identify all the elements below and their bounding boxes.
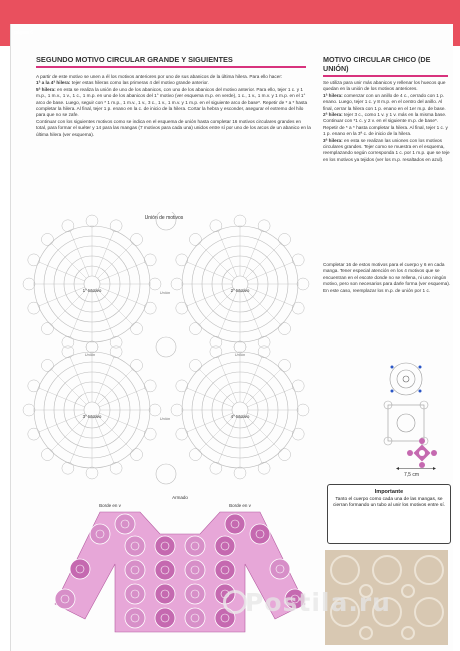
watermark-icon [223, 590, 247, 614]
small-motif-row2 [323, 112, 451, 138]
sweater-motif [270, 559, 290, 579]
motif3-label: 3° Motivo [82, 414, 102, 419]
large-motif-para2: Continuar con los siguientes motivos como se indica en el esquema de unión hasta completar 16 motivos circulares grandes en total, para formar el suéter y 14 para las mangas (7 motivos para cada una) unidos entre sí por uno de los arcos de un abanico en la última hilera (ver esquema). [36, 118, 311, 137]
sweater-motif [125, 536, 145, 556]
page-label: página 6 [14, 30, 34, 36]
join-motif-3 [156, 464, 176, 484]
small-motif-top [390, 363, 422, 395]
sweater-motif [185, 608, 205, 628]
sweater-motif [90, 524, 110, 544]
union-label-top: Unión [159, 290, 171, 295]
section-title-small-motif: MOTIVO CIRCULAR CHICO (DE UNIÓN) [323, 55, 448, 77]
sweater-motif [125, 584, 145, 604]
union-label-bottom: Unión [159, 416, 171, 421]
important-text: Tanto el cuerpo como cada una de las mangas, se cierran formando un tubo al unir los motivos entre sí. [333, 497, 445, 509]
sweater-motif [155, 608, 175, 628]
sweater-motif [250, 524, 270, 544]
sweater-motif [155, 560, 175, 580]
large-motif-intro: A partir de este motivo se unen a él los motivos anteriores por uno de sus abanicos de la última hilera. Para ello hacer: [36, 74, 283, 79]
sweater-motif [70, 559, 90, 579]
sweater-motif [155, 584, 175, 604]
sweater-motif [155, 536, 175, 556]
s-row1-text: comenzar con un anillo de 4 c., cerrado con 1 p. enano. Luego, tejer 1 c. y 8 m.p. en el centro del anillo. Al final, cerrar la hilera con 1 p. enano en el 1er m.p. de base. [323, 92, 446, 111]
large-motif-3 [23, 341, 161, 479]
size-label: 7,5 cm [404, 472, 420, 478]
small-motif-intro: Se utiliza para unir más abanicos y rellenar los huecos que quedan en la unión de los motivos anteriores. [323, 80, 446, 92]
borde-left-label: Borde en v [99, 503, 121, 508]
row1-label: 1ª a la 4ª hilera: [36, 80, 71, 86]
s-row1-label: 1ª hilera: [323, 92, 343, 98]
sweater-motif [115, 514, 135, 534]
armado-label: Armado [172, 495, 188, 500]
sweater-motif [215, 560, 235, 580]
motif4-label: 4° Motivo [230, 414, 250, 419]
s-row2-label: 2ª hilera: [323, 112, 343, 118]
large-motif-1 [23, 215, 161, 353]
sweater-motif [55, 589, 75, 609]
s-row3-text: en esta se realizan las uniones con los motivos circulares grandes. Tejer como se muestra en el esquema, reemplazando según corresponda 1 c. por 1 m.p. que se teje en los motivos ya tejidos (ver los m.p. resaltados en azul). [323, 137, 450, 162]
sweater-motif [185, 536, 205, 556]
row5-text: en esta se realiza la unión de uno de los abanicos, con uno de los abanicos del motivo anterior. Para ello, tejer 1 c. y 1 m.p., 1 m.v., 1 v., 1 c., 1 m.p. en uno de los abanicos del 1° motivo (ver esquema m.p. en verde), 1 c., 1 v., 1 m.v. y 1 m.p. en el 1° arco de base. Luego, seguir con * 1 m.p., 1 m.v., 1 v., 3 c., 1 v., 1 m.v. y 1 m.p. en el siguiente arco de base*. Repetir de * a * hasta completar la hilera. Al final, tejer 1 p. enano en la c. de inicio de la hilera. Cortar la hebra y esconder, asegurar el extremo del hilo para que no se zafe. [36, 86, 308, 118]
motif-group [23, 212, 309, 484]
important-heading: Importante [374, 489, 404, 495]
small-motif-para2: Completar 16 de estos motivos para el cuerpo y 6 en cada manga. Tener especial atención en los 4 motivos que se encuentran en el escote donde no se rellena, ni uno ningún motivo, pero son necesarios para darle forma (ver esquema). En este caso, reemplazar los m.p. de unión por 1 c. [323, 262, 451, 293]
section-title-large-motif: SEGUNDO MOTIVO CIRCULAR GRANDE Y SIGUIENTES [36, 55, 306, 68]
motif-joining-diagram [22, 212, 312, 494]
small-motif-diagram [378, 355, 438, 475]
s-row2-text: tejer 3 c., como 1 v. y 1 v. más en la misma base. Continuar con *1 c. y 2 v. en el siguiente m.p. de base*. Repetir de * a * hasta completar la hilera. Al final, tejer 1 c. y 1 p. enano en la 3ª c. de inicio de la hilera. [323, 112, 448, 137]
important-note-box [327, 484, 451, 544]
row1-text: tejer estas hileras como las primeras 4 del motivo grande anterior. [70, 80, 209, 86]
union-label-left: Unión [84, 352, 96, 357]
sweater-motif [125, 560, 145, 580]
large-motif-2 [171, 215, 309, 353]
sweater-motif [185, 584, 205, 604]
motif2-label: 2° Motivo [230, 288, 250, 293]
size-arrow [396, 466, 436, 471]
sweater-motif [225, 514, 245, 534]
diagram-title: Unión de motivos [144, 215, 184, 221]
large-motif-row5 [36, 87, 312, 119]
large-motif-4 [171, 341, 309, 479]
s-row3-label: 3ª hilera: [323, 137, 343, 143]
sweater-motif [185, 560, 205, 580]
borde-right-label: Borde en v [229, 503, 251, 508]
large-motif-instructions [36, 74, 312, 138]
sweater-motif [125, 608, 145, 628]
watermark: Postila.ru [245, 588, 391, 617]
small-motif-row1 [323, 93, 451, 112]
row5-label: 5ª hilera: [36, 86, 56, 92]
sweater-motif [215, 536, 235, 556]
small-motif-colored [407, 438, 437, 468]
small-motif-row3 [323, 138, 451, 164]
motif1-label: 1° Motivo [82, 288, 102, 293]
join-motif-1 [156, 337, 176, 357]
small-motif-instructions [323, 80, 451, 163]
union-label-right: Unión [234, 352, 246, 357]
